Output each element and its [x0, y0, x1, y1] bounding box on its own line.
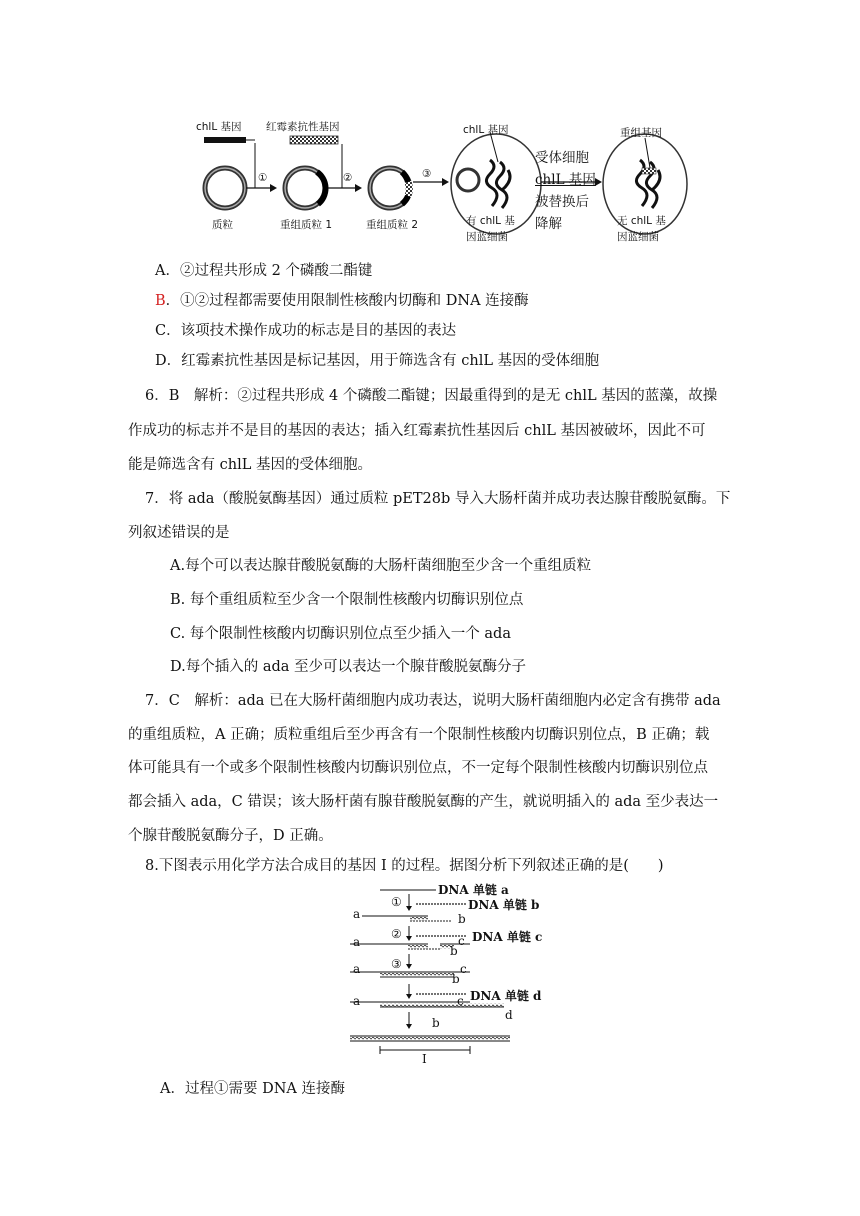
step-1-label: ① [258, 172, 268, 184]
q6-option-c: C．该项技术操作成功的标志是目的基因的表达 [155, 323, 457, 339]
label-b-row2: b [458, 912, 466, 926]
label-a-row4: a [353, 962, 361, 976]
q8-stem: 8.下图表示用化学方法合成目的基因 I 的过程。据图分析下列叙述正确的是( ) [145, 858, 664, 874]
note-line3: 被替换后 [535, 194, 589, 210]
recombinant-plasmid-2-label: 重组质粒 2 [366, 219, 419, 231]
label-a-row3: a [353, 935, 361, 949]
label-d-row5: d [505, 1008, 513, 1022]
q7-option-c: C. 每个限制性核酸内切酶识别位点至少插入一个 ada [170, 626, 511, 642]
cell1-gene-label: chlL 基因 [463, 124, 509, 136]
note-line2 [535, 169, 596, 191]
q6-option-d: D．红霉素抗性基因是标记基因，用于筛选含有 chlL 基因的受体细胞 [155, 353, 600, 369]
plasmid-label: 质粒 [212, 219, 233, 231]
q7-answer-line1: 7．C 解析：ada 已在大肠杆菌细胞内成功表达，说明大肠杆菌细胞内必定含有携带 ada [145, 693, 721, 709]
q6-answer-line2: 作成功的标志并不是目的基因的表达；插入红霉素抗性基因后 chlL 基因被破坏，因此不可 [128, 423, 706, 439]
recombinant-plasmid-1-label: 重组质粒 1 [280, 219, 333, 231]
label-b-row5: b [432, 1016, 440, 1030]
q7-option-a: A.每个可以表达腺苷酸脱氨酶的大肠杆菌细胞至少含一个重组质粒 [170, 558, 592, 574]
q8-option-a: A．过程①需要 DNA 连接酶 [160, 1081, 345, 1097]
q7-stem-line1: 7．将 ada（酸脱氨酶基因）通过质粒 pET28b 导入大肠杆菌并成功表达腺苷酸脱氨酶。下 [145, 491, 731, 507]
strand-a-label: DNA 单链 a [438, 883, 509, 897]
erythromycin-gene-bar [290, 136, 338, 144]
strand-c-label: DNA 单链 c [472, 930, 543, 944]
note-chlL-gene: chlL 基因 [535, 172, 596, 188]
gene-I-label: I [422, 1052, 427, 1066]
chlL-gene-label: chlL 基因 [196, 121, 242, 133]
step-2-label: ② [343, 172, 353, 184]
strand-b-label: DNA 单链 b [468, 898, 540, 912]
label-c-row3: c [458, 934, 465, 948]
chlL-gene-bar [204, 137, 246, 143]
q6-answer-line3: 能是筛选含有 chlL 基因的受体细胞。 [128, 457, 372, 473]
cell2-label-line2: 因蓝细菌 [617, 231, 659, 243]
q6-option-b-text: ．①②过程都需要使用限制性核酸内切酶和 DNA 连接酶 [165, 293, 529, 309]
label-b-row4: b [452, 972, 460, 986]
label-b-row3: b [450, 944, 458, 958]
q6-option-a: A．②过程共形成 2 个磷酸二酯键 [155, 263, 373, 279]
q7-answer-line2: 的重组质粒，A 正确；质粒重组后至少再含有一个限制性核酸内切酶识别位点，B 正确；载 [128, 727, 710, 743]
q7-option-d: D.每个插入的 ada 至少可以表达一个腺苷酸脱氨酶分子 [170, 659, 527, 675]
q6-option-b-letter: B [155, 293, 166, 309]
label-c-row5: c [457, 994, 464, 1008]
q7-answer-line3: 体可能具有一个或多个限制性核酸内切酶识别位点，不一定每个限制性核酸内切酶识别位点 [128, 760, 708, 776]
step-1-label-q8: ① [391, 895, 402, 909]
q6-option-b [155, 291, 529, 311]
strand-d-label: DNA 单链 d [470, 989, 542, 1003]
q7-answer-line5: 个腺苷酸脱氨酶分子，D 正确。 [128, 828, 333, 844]
step-3-label-q8: ③ [391, 957, 402, 971]
q6-answer-line1: 6．B 解析：②过程共形成 4 个磷酸二酯键；因最重得到的是无 chlL 基因的蓝藻，故操 [145, 388, 718, 404]
label-a-row5: a [353, 994, 361, 1008]
note-line1: 受体细胞 [535, 150, 589, 166]
q7-option-b: B. 每个重组质粒至少含一个限制性核酸内切酶识别位点 [170, 592, 524, 608]
q7-answer-line4: 都会插入 ada，C 错误；该大肠杆菌有腺苷酸脱氨酶的产生，就说明插入的 ada 至少表达一 [128, 794, 719, 810]
cell1-label-line1: 有 chlL 基 [466, 215, 515, 227]
label-a-row2: a [353, 907, 361, 921]
step-2-label-q8: ② [391, 927, 402, 941]
cell2-label-line1: 无 chlL 基 [617, 215, 666, 227]
cell1-label-line2: 因蓝细菌 [466, 231, 508, 243]
erythromycin-gene-label: 红霉素抗性基因 [266, 121, 340, 133]
step-3-label: ③ [422, 168, 432, 180]
cell2-gene-label: 重组基因 [620, 127, 662, 139]
label-c-row4: c [460, 962, 467, 976]
q7-stem-line2: 列叙述错误的是 [128, 525, 230, 541]
note-line4: 降解 [535, 216, 562, 232]
